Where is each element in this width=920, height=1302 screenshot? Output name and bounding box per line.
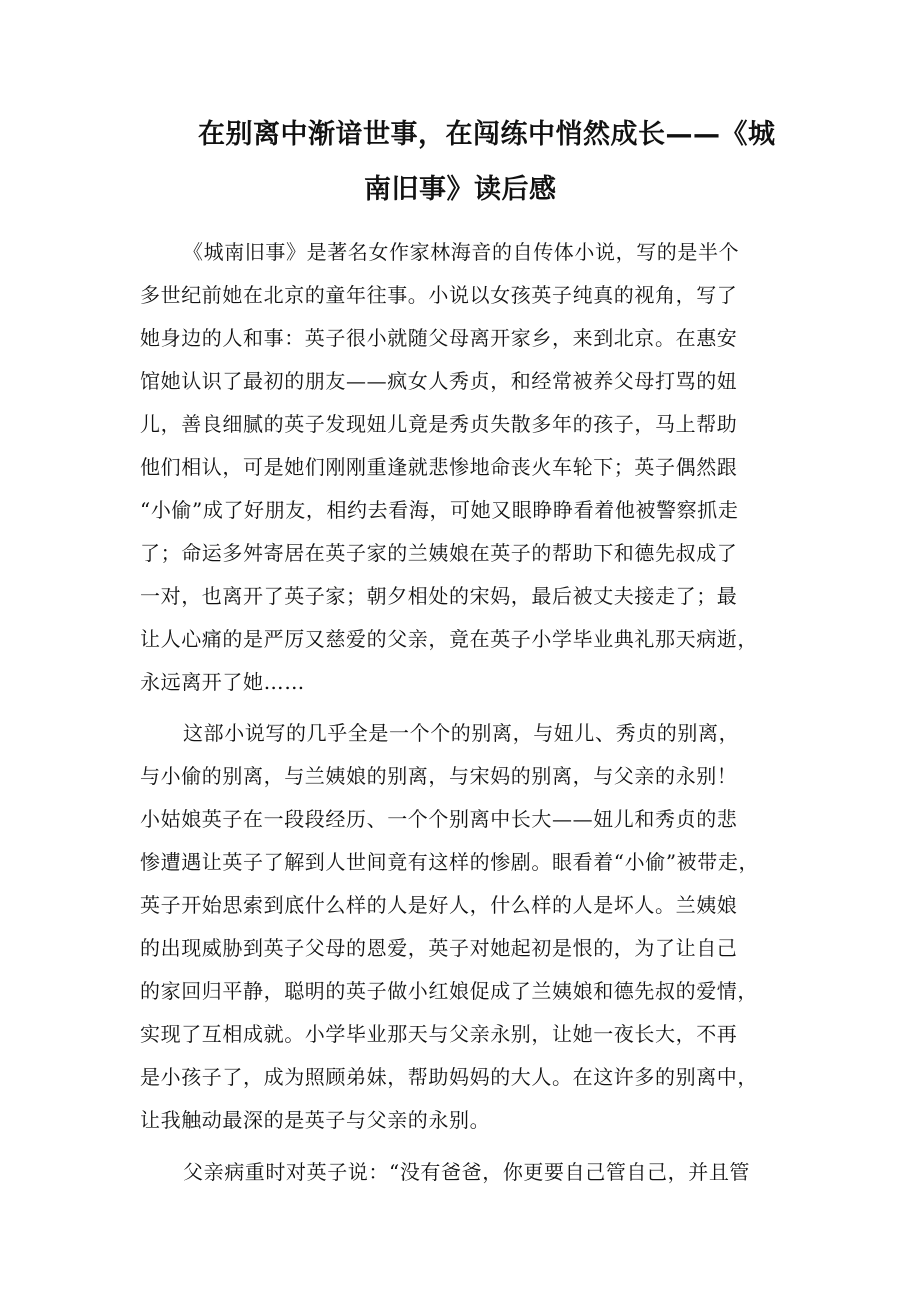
text-line: 馆她认识了最初的朋友——疯女人秀贞，和经常被养父母打骂的妞: [140, 369, 738, 393]
text-line: 《城南旧事》是著名女作家林海音的自传体小说，写的是半个: [183, 240, 740, 264]
text-line: 永远离开了她……: [140, 670, 305, 694]
title-line-2: 南旧事》读后感: [364, 174, 557, 205]
text-line: 与小偷的别离，与兰姨娘的别离，与宋妈的别离，与父亲的永别！: [140, 764, 738, 788]
text-line: 这部小说写的几乎全是一个个的别离，与妞儿、秀贞的别离，: [183, 721, 740, 745]
text-line: 小姑娘英子在一段段经历、一个个别离中长大——妞儿和秀贞的悲: [140, 807, 738, 831]
text-line: 了；命运多舛寄居在英子家的兰姨娘在英子的帮助下和德先叔成了: [140, 541, 738, 565]
text-line: 实现了互相成就。小学毕业那天与父亲永别，让她一夜长大，不再: [140, 1022, 738, 1046]
text-line: 多世纪前她在北京的童年往事。小说以女孩英子纯真的视角，写了: [140, 283, 738, 307]
text-line: 儿，善良细腻的英子发现妞儿竟是秀贞失散多年的孩子，马上帮助: [140, 412, 738, 436]
text-line: 父亲病重时对英子说：“没有爸爸，你更要自己管自己，并且管: [183, 1160, 751, 1184]
text-line: 的出现威胁到英子父母的恩爱，英子对她起初是恨的，为了让自己: [140, 936, 738, 960]
text-line: 让人心痛的是严厉又慈爱的父亲，竟在英子小学毕业典礼那天病逝，: [140, 627, 758, 651]
text-line: “小偷”成了好朋友，相约去看海，可她又眼睁睁看着他被警察抓走: [140, 498, 739, 522]
text-line: 他们相认，可是她们刚刚重逢就悲惨地命丧火车轮下；英子偶然跟: [140, 455, 738, 479]
text-line: 英子开始思索到底什么样的人是好人，什么样的人是坏人。兰姨娘: [140, 893, 738, 917]
text-line: 惨遭遇让英子了解到人世间竟有这样的惨剧。眼看着“小偷”被带走，: [140, 850, 760, 874]
text-line: 的家回归平静，聪明的英子做小红娘促成了兰姨娘和德先叔的爱情，: [140, 979, 758, 1003]
text-line: 是小孩子了，成为照顾弟妹，帮助妈妈的大人。在这许多的别离中，: [140, 1065, 758, 1089]
text-line: 一对，也离开了英子家；朝夕相处的宋妈，最后被丈夫接走了；最: [140, 584, 738, 608]
text-line: 她身边的人和事：英子很小就随父母离开家乡，来到北京。在惠安: [140, 326, 738, 350]
title-line-1: 在别离中渐谙世事，在闯练中悄然成长——《城: [198, 119, 776, 150]
text-line: 让我触动最深的是英子与父亲的永别。: [140, 1108, 491, 1132]
